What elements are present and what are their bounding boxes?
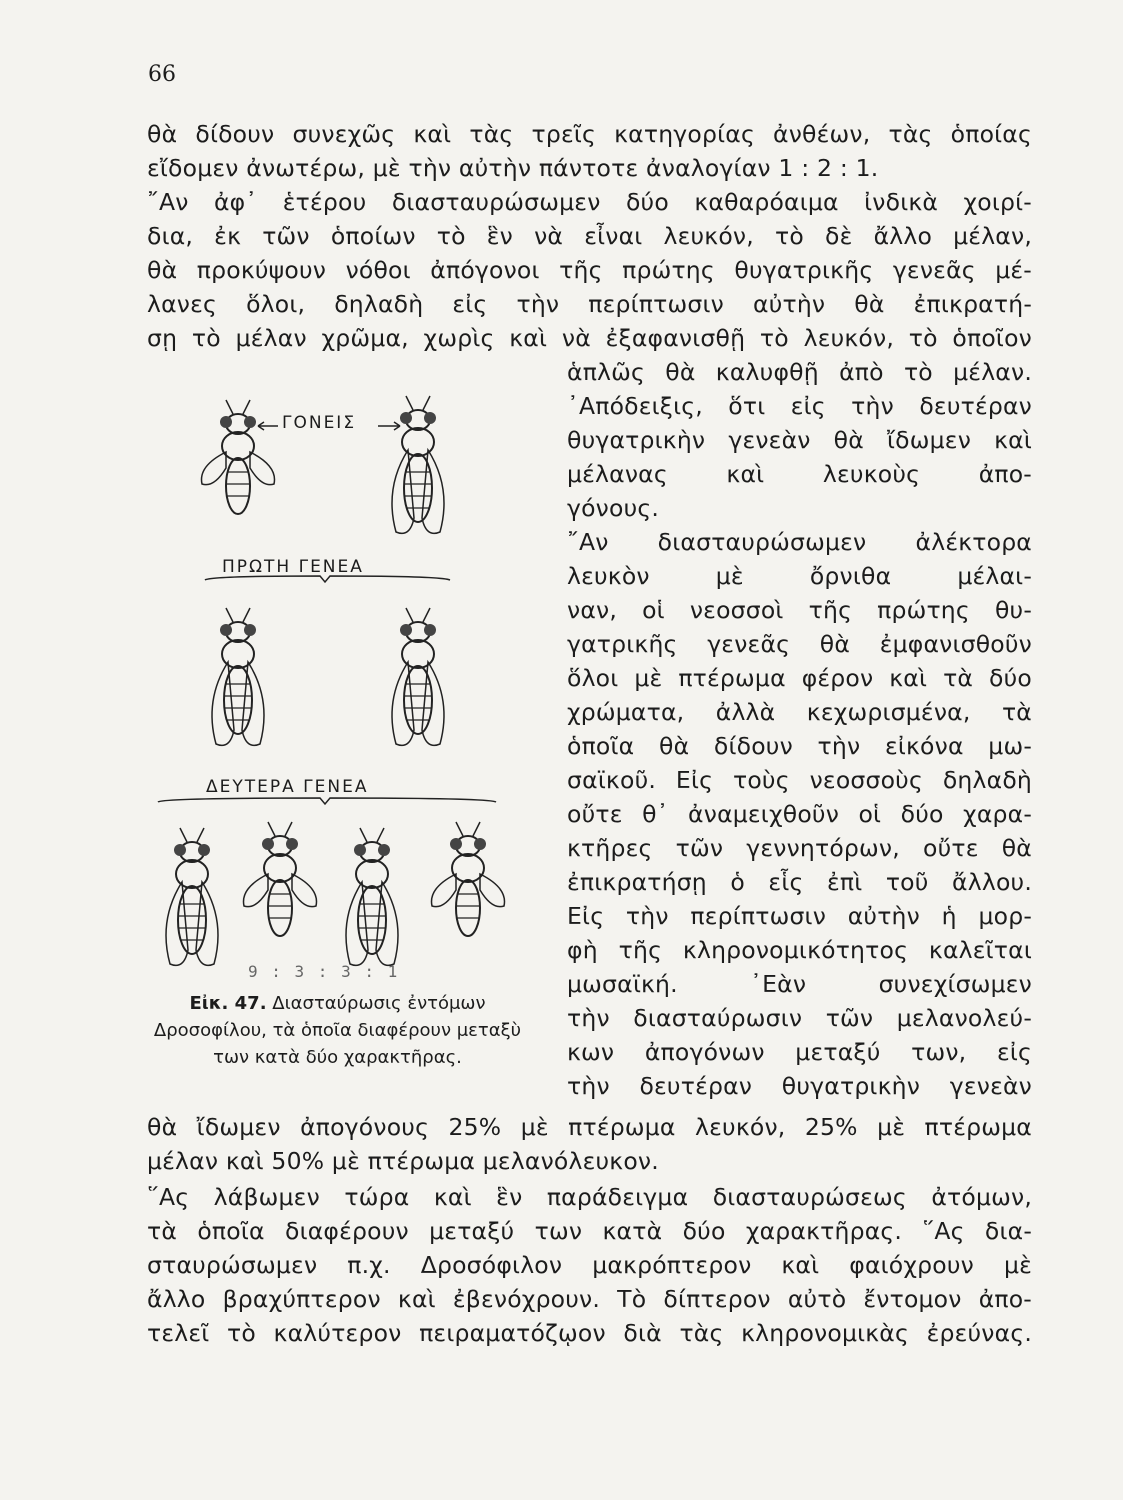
figure-id: Εἰκ. 47. (189, 993, 267, 1014)
text-line: χρώματα, ἀλλὰ κεχωρισμένα, τὰ (567, 698, 1032, 726)
page-number: 66 (148, 62, 176, 87)
text-line: τελεῖ τὸ καλύτερον πειραματόζῳον διὰ τὰς κληρονομικὰς ἐρεύνας. (147, 1319, 1032, 1347)
drosophila-cross-figure (150, 380, 535, 1000)
text-line: μέλαν καὶ 50% μὲ πτέρωμα μελανόλευκον. (147, 1147, 659, 1175)
text-line: σταυρώσωμεν π.χ. Δροσόφιλον μακρόπτερον καὶ φαιόχρουν μὲ (147, 1251, 1032, 1279)
ratio-note: 9 : 3 : 3 : 1 (248, 962, 400, 981)
text-line: ῞Ας λάβωμεν τώρα καὶ ἓν παράδειγμα διασταυρώσεως ἀτόμων, (147, 1183, 1032, 1211)
second-gen-fly-1 (166, 828, 218, 965)
first-gen-fly-1 (212, 608, 264, 745)
text-line: μωσαϊκή. ᾿Εὰν συνεχίσωμεν (567, 970, 1032, 998)
text-line: δια, ἐκ τῶν ὁποίων τὸ ἓν νὰ εἶναι λευκόν, τὸ δὲ ἄλλο μέλαν, (147, 222, 1032, 250)
first-gen-fly-2 (392, 608, 444, 745)
text-line: ναν, οἱ νεοσσοὶ τῆς πρώτης θυ- (567, 596, 1032, 624)
text-line: λανες ὅλοι, δηλαδὴ εἰς τὴν περίπτωσιν αὐτὴν θὰ ἐπικρατή- (147, 290, 1032, 318)
text-line: ἐπικρατήσῃ ὁ εἷς ἐπὶ τοῦ ἄλλου. (567, 868, 1032, 896)
second-gen-fly-4 (432, 822, 505, 936)
text-line: σαϊκοῦ. Εἰς τοὺς νεοσσοὺς δηλαδὴ (567, 766, 1032, 794)
text-line: μέλανας καὶ λευκοὺς ἀπο- (567, 460, 1032, 488)
second-gen-fly-2 (244, 822, 317, 936)
second-gen-fly-3 (346, 828, 398, 965)
parent-fly-short (202, 400, 275, 514)
figure-caption-text: Διασταύρωσις ἐντόμων Δροσοφίλου, τὰ ὁποῖα διαφέρουν μεταξὺ των κατὰ δύο χαρακτῆρας. (153, 993, 522, 1068)
text-line: γατρικῆς γενεᾶς θὰ ἐμφανισθοῦν (567, 630, 1032, 658)
text-line: ᾿Απόδειξις, ὅτι εἰς τὴν δευτέραν (567, 392, 1032, 420)
text-line: ἄλλο βραχύπτερον καὶ ἐβενόχρουν. Τὸ δίπτερον αὐτὸ ἔντομον ἀπο- (147, 1285, 1032, 1313)
text-line: οὔτε θ᾽ ἀναμειχθοῦν οἱ δύο χαρα- (567, 800, 1032, 828)
text-line: τὰ ὁποῖα διαφέρουν μεταξύ των κατὰ δύο χαρακτῆρας. ῞Ας δια- (147, 1217, 1032, 1245)
text-line: τὴν δευτέραν θυγατρικὴν γενεὰν (567, 1072, 1032, 1100)
text-line: φὴ τῆς κληρονομικότητος καλεῖται (567, 936, 1032, 964)
text-line: κων ἀπογόνων μεταξύ των, εἰς (567, 1038, 1032, 1066)
text-line: γόνους. (567, 494, 660, 522)
text-line: εἴδομεν ἀνωτέρω, μὲ τὴν αὐτὴν πάντοτε ἀναλογίαν 1 : 2 : 1. (147, 154, 879, 182)
second-generation-label: ΔΕΥΤΕΡΑ ΓΕΝΕΑ (206, 777, 369, 797)
text-line: θὰ δίδουν συνεχῶς καὶ τὰς τρεῖς κατηγορίας ἀνθέων, τὰς ὁποίας (147, 120, 1032, 148)
text-line: θὰ προκύψουν νόθοι ἀπόγονοι τῆς πρώτης θυγατρικῆς γενεᾶς μέ- (147, 256, 1032, 284)
text-line: σῃ τὸ μέλαν χρῶμα, χωρὶς καὶ νὰ ἐξαφανισθῇ τὸ λευκόν, τὸ ὁποῖον (147, 324, 1032, 352)
text-line: Εἰς τὴν περίπτωσιν αὐτὴν ἡ μορ- (567, 902, 1032, 930)
text-line: ὅλοι μὲ πτέρωμα φέρον καὶ τὰ δύο (567, 664, 1032, 692)
figure-caption (140, 990, 535, 1071)
text-line: ἁπλῶς θὰ καλυφθῇ ἀπὸ τὸ μέλαν. (567, 358, 1032, 386)
parent-fly-long (392, 396, 444, 533)
text-line: θυγατρικὴν γενεὰν θὰ ἴδωμεν καὶ (567, 426, 1032, 454)
text-line: θὰ ἴδωμεν ἀπογόνους 25% μὲ πτέρωμα λευκόν, 25% μὲ πτέρωμα (147, 1113, 1032, 1141)
first-generation-label: ΠΡΩΤΗ ΓΕΝΕΑ (222, 557, 364, 577)
text-line: ῎Αν διασταυρώσωμεν ἀλέκτορα (567, 528, 1032, 556)
text-line: τὴν διασταύρωσιν τῶν μελανολεύ- (567, 1004, 1032, 1032)
text-line: ὁποῖα θὰ δίδουν τὴν εἰκόνα μω- (567, 732, 1032, 760)
parents-label: ΓΟΝΕΙΣ (282, 413, 357, 433)
text-line: κτῆρες τῶν γεννητόρων, οὔτε θὰ (567, 834, 1032, 862)
text-line: ῎Αν ἀφ᾽ ἑτέρου διασταυρώσωμεν δύο καθαρόαιμα ἰνδικὰ χοιρί- (147, 188, 1032, 216)
text-line: λευκὸν μὲ ὄρνιθα μέλαι- (567, 562, 1032, 590)
